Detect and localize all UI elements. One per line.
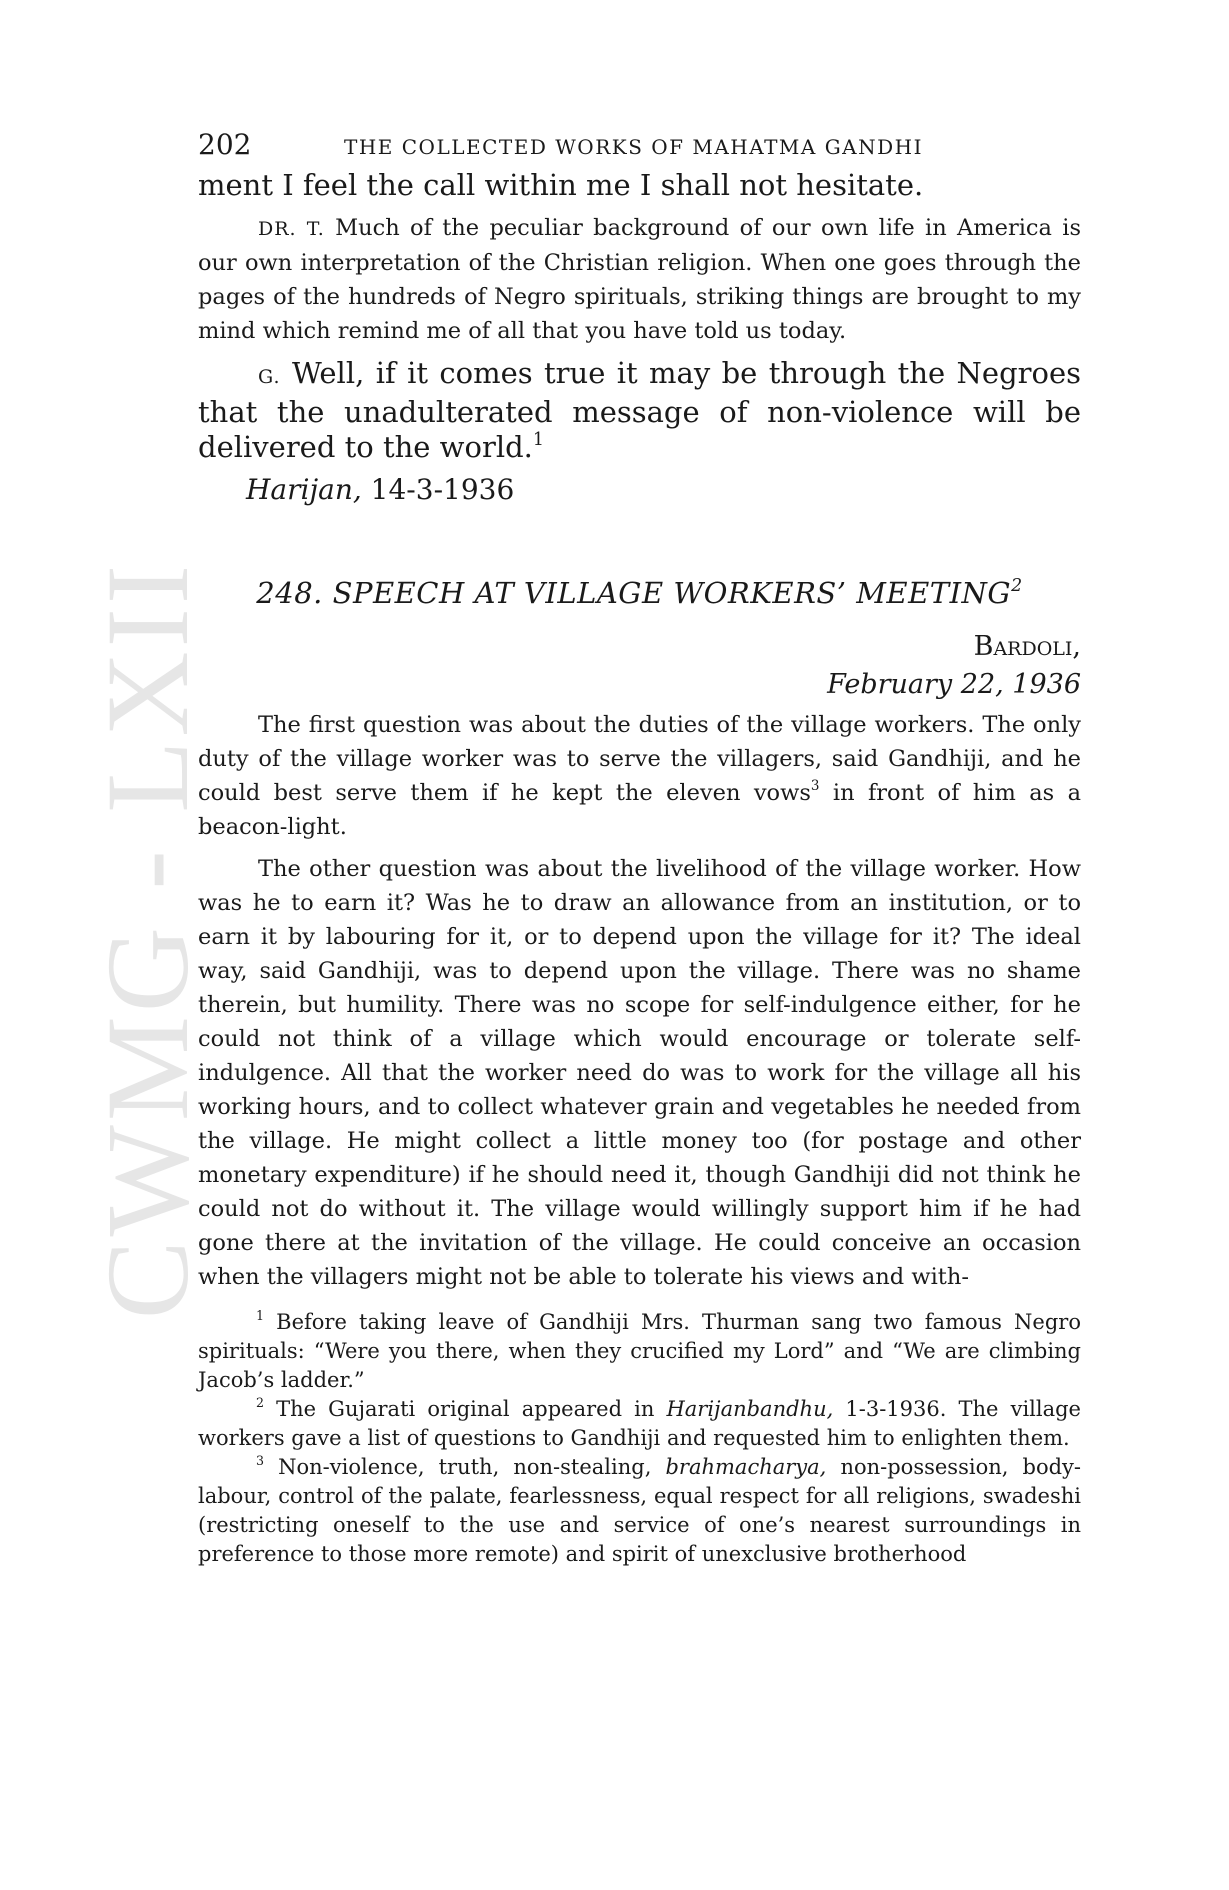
speaker-dr-t: DR. T. — [258, 218, 325, 240]
footnote-3 — [198, 1453, 1081, 1569]
footnote-2-italic: Harijanbandhu, — [666, 1397, 834, 1421]
footnote-3-text: Non-violence, truth, non-stealing, — [278, 1455, 666, 1479]
gandhi-reply — [198, 356, 1081, 465]
footnote-2-text: The Gujarati original appeared in — [276, 1397, 667, 1421]
footnote-3-italic: brahmacharya, — [665, 1455, 827, 1479]
running-head — [198, 128, 1081, 168]
footnote-3-tail: non-possession, body-labour, control of the palate, fearlessness, equal respect for all religions, swadeshi (restricting oneself to the use and service of one’s nearest surroundings in preference to those more remote) and spirit of unexclusive brotherhood — [198, 1455, 1082, 1566]
footnote-1 — [198, 1308, 1081, 1395]
watermark-text: CWMG - LXII — [82, 560, 214, 1320]
footnote-3-number: 3 — [256, 1452, 265, 1468]
section-title — [198, 576, 1081, 610]
footnote-2-tail: 1-3-1936. The village workers gave a list of questions to Gandhiji and requested him to enlighten them. — [198, 1397, 1081, 1450]
source-date: 14-3-1936 — [370, 473, 515, 506]
source-title: Harijan, — [246, 473, 362, 506]
dr-t-paragraph — [198, 211, 1081, 348]
source-citation — [198, 473, 1081, 506]
footnote-ref-2: 2 — [1011, 575, 1023, 596]
footnote-1-text: Before taking leave of Gandhiji Mrs. Thurman sang two famous Negro spirituals: “Were you there, when they crucified my Lord” and “We are climbing Jacob’s ladder.” — [198, 1310, 1081, 1392]
paragraph-1 — [198, 708, 1081, 844]
dateline-date: February 22, 1936 — [827, 669, 1081, 700]
opening-line: ment I feel the call within me I shall not hesitate. — [198, 168, 924, 202]
dateline-place: Bardoli, — [973, 631, 1081, 662]
dr-t-text: Much of the peculiar background of our own life in America is our own interpretation of the Christian religion. When one goes through the pages of the hundreds of Negro spirituals, striking things are brought to my mind which remind me of all that you have told us today. — [198, 215, 1081, 344]
gandhi-reply-text: Well, if it comes true it may be through the Negroes that the unadulterated message of non-violence will be delivered to the world. — [198, 356, 1082, 464]
paragraph-1-text: The first question was about the duties of the village workers. The only duty of the village worker was to serve the villagers, said Gandhiji, and he could best serve them if he kept the eleven vows — [198, 712, 1081, 806]
page — [198, 128, 1081, 1569]
section-heading: SPEECH AT VILLAGE WORKERS’ MEETING — [332, 576, 1012, 610]
page-number: 202 — [198, 128, 252, 161]
footnote-1-number: 1 — [256, 1307, 265, 1323]
watermark — [82, 480, 214, 1400]
speaker-g: G. — [258, 366, 281, 388]
footnote-2-number: 2 — [256, 1394, 265, 1410]
footnote-2 — [198, 1395, 1081, 1453]
paragraph-2: The other question was about the livelihood of the village worker. How was he to earn it? Was he to draw an allowance from an institution, or to earn it by labouring for it, or to depend upon the village for it? The ideal way, said Gandhiji, was to depend upon the village. There was no shame therein, but humility. There was no scope for self-indulgence either, for he could not think of a village which would encourage or tolerate self-indulgence. All that the worker need do was to work for the village all his working hours, and to collect whatever grain and vegetables he needed from the village. He might collect a little money too (for postage and other monetary expenditure) if he should need it, though Gandhiji did not think he could not do without it. The village would willingly support him if he had gone there at the invitation of the village. He could conceive an occasion when the villagers might not be able to tolerate his views and with- — [198, 856, 1081, 1290]
footnote-ref-3: 3 — [810, 778, 820, 795]
running-title: THE COLLECTED WORKS OF MAHATMA GANDHI — [344, 135, 924, 159]
footnote-ref-1: 1 — [532, 429, 544, 450]
paragraph-1-tail: in front of him as a beacon-light. — [198, 780, 1081, 840]
footnotes — [198, 1308, 1081, 1569]
section-number: 248. — [256, 576, 323, 610]
